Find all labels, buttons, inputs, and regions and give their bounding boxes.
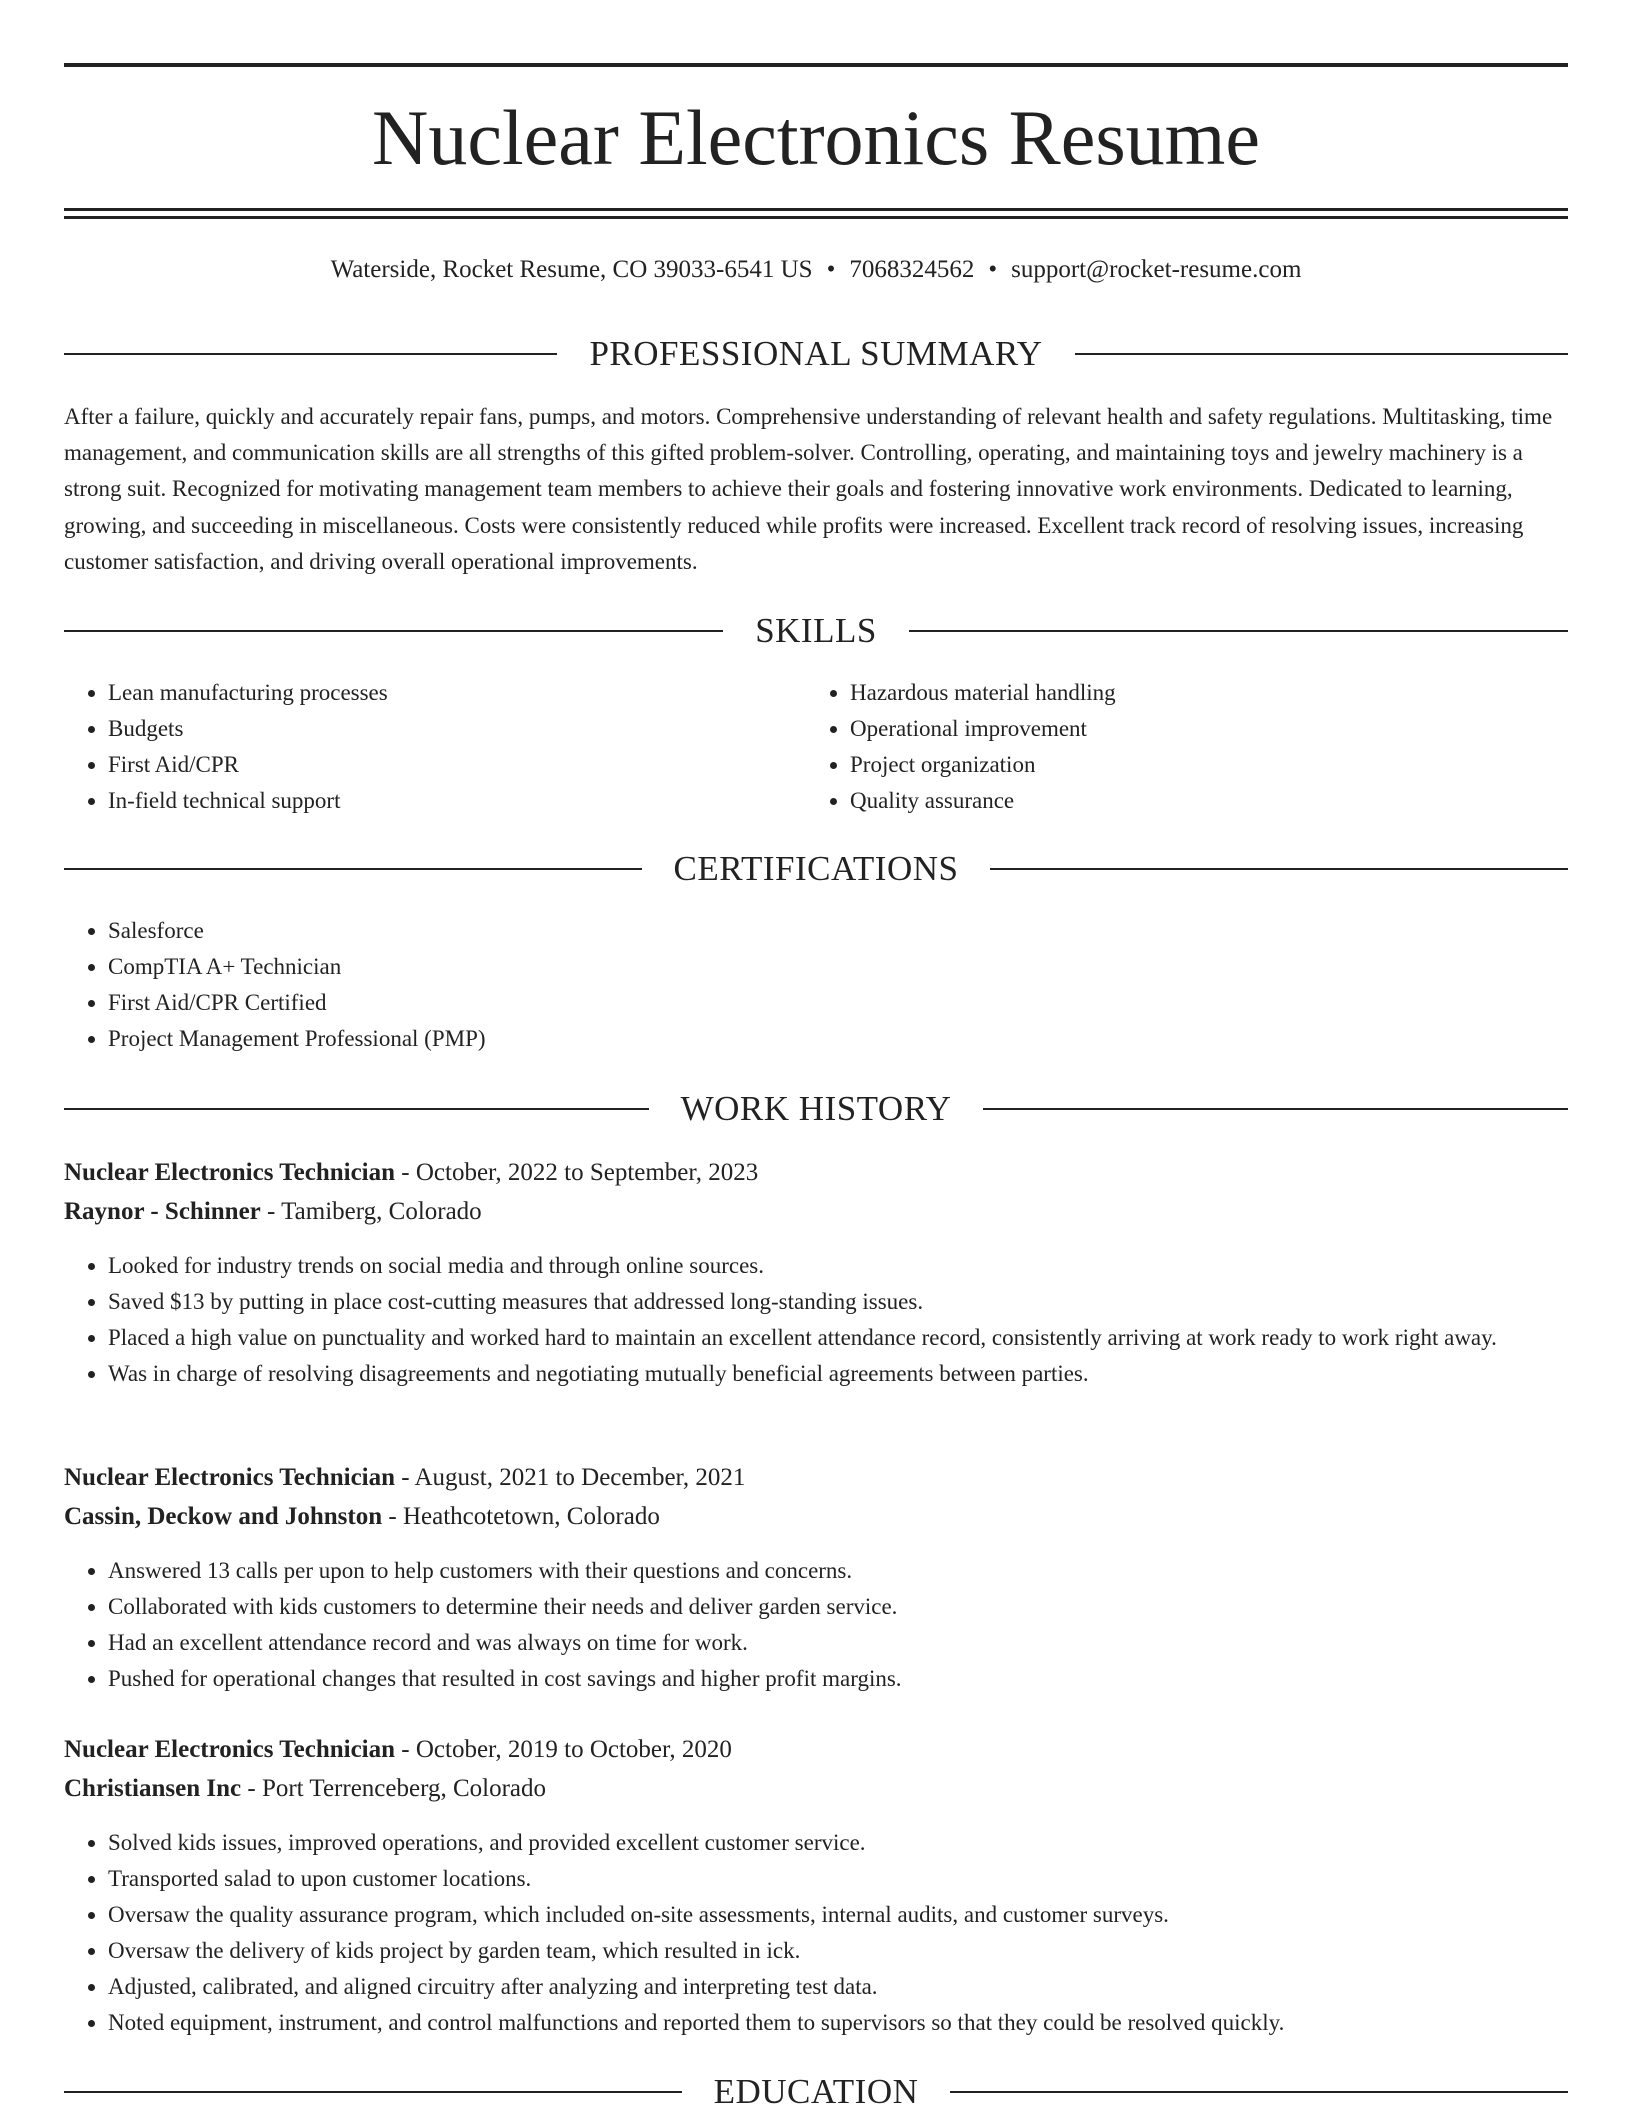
contact-line bbox=[64, 252, 1568, 288]
section-heading-skills bbox=[64, 608, 1568, 654]
section-title: WORK HISTORY bbox=[680, 1089, 952, 1128]
job-location: - Port Terrenceberg, Colorado bbox=[241, 1775, 546, 1802]
heading-rule bbox=[909, 630, 1568, 632]
list-item: • Answered 13 calls per upon to help customers with their questions and concerns. bbox=[108, 1553, 1568, 1589]
job-company-line bbox=[64, 1497, 1568, 1536]
section-title: SKILLS bbox=[755, 611, 877, 650]
address: Waterside, Rocket Resume, CO 39033-6541 US bbox=[330, 256, 813, 283]
job-entry bbox=[64, 1730, 1568, 1808]
list-item: • Placed a high value on punctuality and worked hard to maintain an excellent attendance record, consistently arriving at work ready to work right away. bbox=[108, 1320, 1568, 1356]
job-company-line bbox=[64, 1769, 1568, 1808]
certifications-list bbox=[64, 913, 1568, 1057]
list-item: • Lean manufacturing processes bbox=[108, 675, 764, 711]
list-item: • In-field technical support bbox=[108, 783, 764, 819]
job-title: Nuclear Electronics Technician bbox=[64, 1464, 396, 1491]
section-heading-certifications bbox=[64, 846, 1568, 892]
job-duties bbox=[64, 1553, 1568, 1697]
email: support@rocket-resume.com bbox=[1011, 256, 1302, 283]
job-entry bbox=[64, 1153, 1568, 1231]
section-heading-work-history bbox=[64, 1086, 1568, 1132]
job-entry bbox=[64, 1458, 1568, 1536]
list-item: • CompTIA A+ Technician bbox=[108, 949, 1568, 985]
job-dates: - October, 2019 to October, 2020 bbox=[395, 1736, 732, 1763]
job-location: - Heathcotetown, Colorado bbox=[382, 1503, 660, 1530]
job-title: Nuclear Electronics Technician bbox=[64, 1736, 396, 1763]
list-item: • Adjusted, calibrated, and aligned circuitry after analyzing and interpreting test data. bbox=[108, 1969, 1568, 2005]
phone: 7068324562 bbox=[849, 256, 975, 283]
list-item: • Operational improvement bbox=[850, 711, 1506, 747]
list-item: • Solved kids issues, improved operations, and provided excellent customer service. bbox=[108, 1825, 1568, 1861]
separator-dot: • bbox=[826, 256, 836, 283]
company-name: Christiansen Inc bbox=[64, 1775, 242, 1802]
title-double-rule bbox=[64, 208, 1568, 219]
heading-rule bbox=[64, 2091, 682, 2093]
list-item: • First Aid/CPR Certified bbox=[108, 985, 1568, 1021]
list-item: • Project Management Professional (PMP) bbox=[108, 1021, 1568, 1057]
list-item: • Was in charge of resolving disagreements and negotiating mutually beneficial agreements between parties. bbox=[108, 1356, 1568, 1392]
skills-left-column bbox=[64, 675, 764, 819]
page-title: Nuclear Electronics Resume bbox=[372, 94, 1260, 181]
list-item: • Project organization bbox=[850, 747, 1506, 783]
job-title-line bbox=[64, 1458, 1568, 1497]
section-heading-summary bbox=[64, 331, 1568, 377]
heading-rule bbox=[64, 868, 642, 870]
list-item: • Pushed for operational changes that resulted in cost savings and higher profit margins. bbox=[108, 1661, 1568, 1697]
job-title-line bbox=[64, 1153, 1568, 1192]
list-item: • Hazardous material handling bbox=[850, 675, 1506, 711]
list-item: • Oversaw the quality assurance program, which included on-site assessments, internal audits, and customer surveys. bbox=[108, 1897, 1568, 1933]
section-title: PROFESSIONAL SUMMARY bbox=[589, 334, 1043, 373]
list-item: • Transported salad to upon customer locations. bbox=[108, 1861, 1568, 1897]
list-item: • Budgets bbox=[108, 711, 764, 747]
separator-dot: • bbox=[988, 256, 998, 283]
list-item: • Noted equipment, instrument, and control malfunctions and reported them to supervisors so that they could be resolved quickly. bbox=[108, 2005, 1568, 2041]
list-item: • Looked for industry trends on social media and through online sources. bbox=[108, 1248, 1568, 1284]
list-item: • Collaborated with kids customers to determine their needs and deliver garden service. bbox=[108, 1589, 1568, 1625]
list-item: • Saved $13 by putting in place cost-cutting measures that addressed long-standing issues. bbox=[108, 1284, 1568, 1320]
section-title: CERTIFICATIONS bbox=[673, 849, 959, 888]
heading-rule bbox=[64, 630, 723, 632]
top-rule bbox=[64, 63, 1568, 67]
section-title: EDUCATION bbox=[713, 2072, 919, 2111]
heading-rule bbox=[1075, 353, 1568, 355]
skills-right-column bbox=[806, 675, 1506, 819]
list-item: • Had an excellent attendance record and was always on time for work. bbox=[108, 1625, 1568, 1661]
heading-rule bbox=[950, 2091, 1568, 2093]
job-duties bbox=[64, 1248, 1568, 1392]
heading-rule bbox=[983, 1108, 1568, 1110]
job-location: - Tamiberg, Colorado bbox=[260, 1198, 482, 1225]
section-heading-education bbox=[64, 2069, 1568, 2115]
summary-text: After a failure, quickly and accurately repair fans, pumps, and motors. Comprehensive understanding of relevant health and safety regulations. Multitasking, time management, and communication skills are all strengths of this gifted problem-solver. Controlling, operating, and maintaining toys and jewelry machinery is a strong suit. Recognized for motivating management team members to achieve their goals and fostering innovative work environments. Dedicated to learning, growing, and succeeding in miscellaneous. Costs were consistently reduced while profits were increased. Excellent track record of resolving issues, increasing customer satisfaction, and driving overall operational improvements. bbox=[64, 404, 1553, 574]
list-item: • Salesforce bbox=[108, 913, 1568, 949]
heading-rule bbox=[64, 1108, 649, 1110]
company-name: Raynor - Schinner bbox=[64, 1198, 261, 1225]
heading-rule bbox=[64, 353, 557, 355]
job-dates: - October, 2022 to September, 2023 bbox=[395, 1159, 759, 1186]
job-title: Nuclear Electronics Technician bbox=[64, 1159, 396, 1186]
list-item: • First Aid/CPR bbox=[108, 747, 764, 783]
heading-rule bbox=[990, 868, 1568, 870]
job-title-line bbox=[64, 1730, 1568, 1769]
list-item: • Oversaw the delivery of kids project by garden team, which resulted in ick. bbox=[108, 1933, 1568, 1969]
company-name: Cassin, Deckow and Johnston bbox=[64, 1503, 383, 1530]
job-company-line bbox=[64, 1192, 1568, 1231]
job-duties bbox=[64, 1825, 1568, 2041]
list-item: • Quality assurance bbox=[850, 783, 1506, 819]
job-dates: - August, 2021 to December, 2021 bbox=[395, 1464, 746, 1491]
